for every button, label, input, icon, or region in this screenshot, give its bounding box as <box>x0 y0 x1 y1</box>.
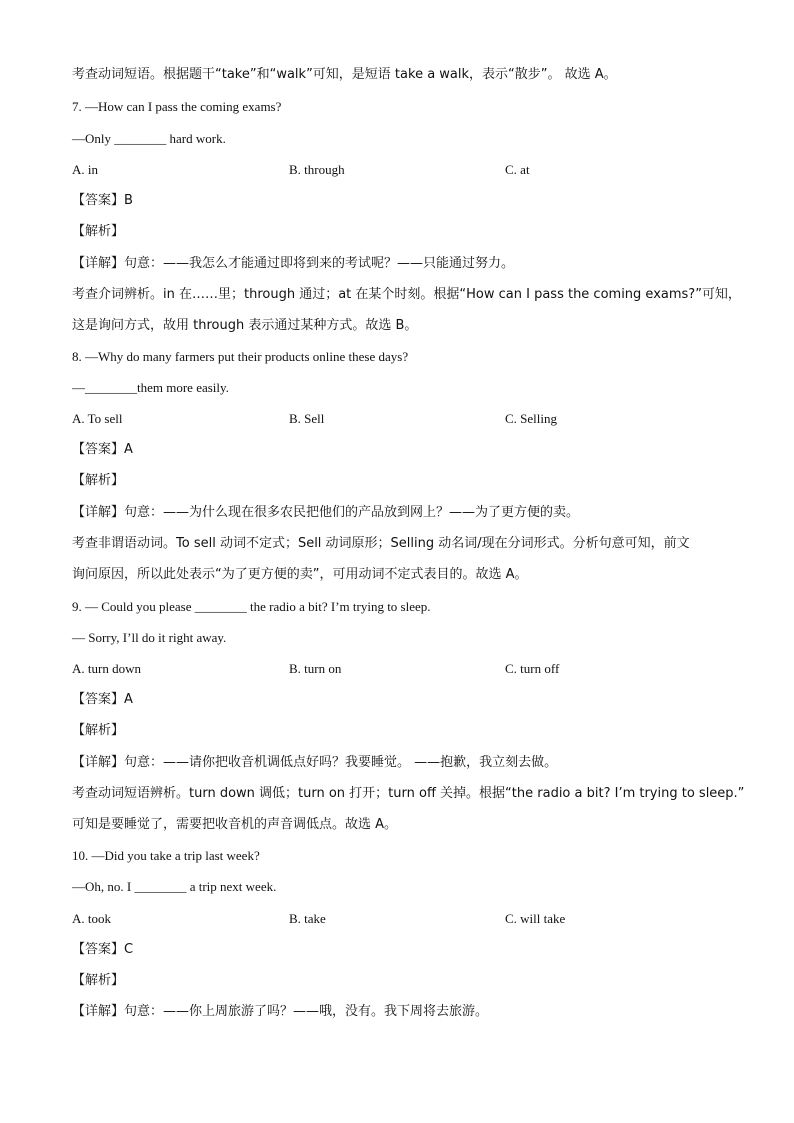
question-10-response: —Oh, no. I ________ a trip next week. <box>72 879 277 894</box>
question-9-response: — Sorry, I’ll do it right away. <box>72 630 227 645</box>
explanation-line: 考查动词短语。根据题干“take”和“walk”可知，是短语 take a walk，表示“散步”。 故选 A。 <box>72 67 617 82</box>
question-10-detail-1: 【详解】句意：——你上周旅游了吗？——哦，没有。我下周将去旅游。 <box>72 1004 489 1019</box>
question-7-analysis-heading: 【解析】 <box>72 224 125 239</box>
question-9-analysis-heading: 【解析】 <box>72 723 125 738</box>
question-8: 8. —Why do many farmers put their products online these days? <box>72 349 409 364</box>
question-9-answer: 【答案】A <box>72 692 133 707</box>
question-10-option-a: A. took <box>72 911 111 926</box>
question-7: 7. —How can I pass the coming exams? <box>72 99 282 114</box>
question-7-option-a: A. in <box>72 162 98 177</box>
question-9-detail-2: 考查动词短语辨析。turn down 调低；turn on 打开；turn off 关掉。根据“the radio a bit? I’m trying to sleep.” <box>72 786 745 801</box>
question-8-detail-1: 【详解】句意：——为什么现在很多农民把他们的产品放到网上？——为了更方便的卖。 <box>72 505 580 520</box>
question-10: 10. —Did you take a trip last week? <box>72 848 260 863</box>
question-7-response: —Only ________ hard work. <box>72 131 226 146</box>
question-7-option-b: B. through <box>289 162 345 177</box>
question-10-answer: 【答案】C <box>72 942 134 957</box>
question-8-response: —________them more easily. <box>72 380 229 395</box>
question-7-detail-1: 【详解】句意：——我怎么才能通过即将到来的考试呢？——只能通过努力。 <box>72 256 515 271</box>
question-8-option-b: B. Sell <box>289 411 325 426</box>
question-8-detail-3: 询问原因，所以此处表示“为了更方便的卖”，可用动词不定式表目的。故选 A。 <box>72 567 528 582</box>
question-9-option-a: A. turn down <box>72 661 141 676</box>
question-10-option-c: C. will take <box>505 911 566 926</box>
question-10-analysis-heading: 【解析】 <box>72 973 125 988</box>
question-7-answer: 【答案】B <box>72 193 133 208</box>
question-8-option-a: A. To sell <box>72 411 123 426</box>
question-8-analysis-heading: 【解析】 <box>72 473 125 488</box>
question-9-option-c: C. turn off <box>505 661 560 676</box>
question-9-option-b: B. turn on <box>289 661 342 676</box>
question-9-detail-1: 【详解】句意：——请你把收音机调低点好吗？我要睡觉。 ——抱歉，我立刻去做。 <box>72 755 558 770</box>
question-7-detail-2: 考查介词辨析。in 在……里；through 通过；at 在某个时刻。根据“How can I pass the coming exams?”可知， <box>72 287 741 302</box>
question-7-option-c: C. at <box>505 162 530 177</box>
question-10-option-b: B. take <box>289 911 326 926</box>
question-8-option-c: C. Selling <box>505 411 558 426</box>
question-7-detail-3: 这是询问方式，故用 through 表示通过某种方式。故选 B。 <box>72 318 418 333</box>
question-8-answer: 【答案】A <box>72 442 133 457</box>
question-9-detail-3: 可知是要睡觉了，需要把收音机的声音调低点。故选 A。 <box>72 817 398 832</box>
question-8-detail-2: 考查非谓语动词。To sell 动词不定式；Sell 动词原形；Selling 动名词/现在分词形式。分析句意可知，前文 <box>72 536 690 551</box>
question-9: 9. — Could you please ________ the radio a bit? I’m trying to sleep. <box>72 599 431 614</box>
